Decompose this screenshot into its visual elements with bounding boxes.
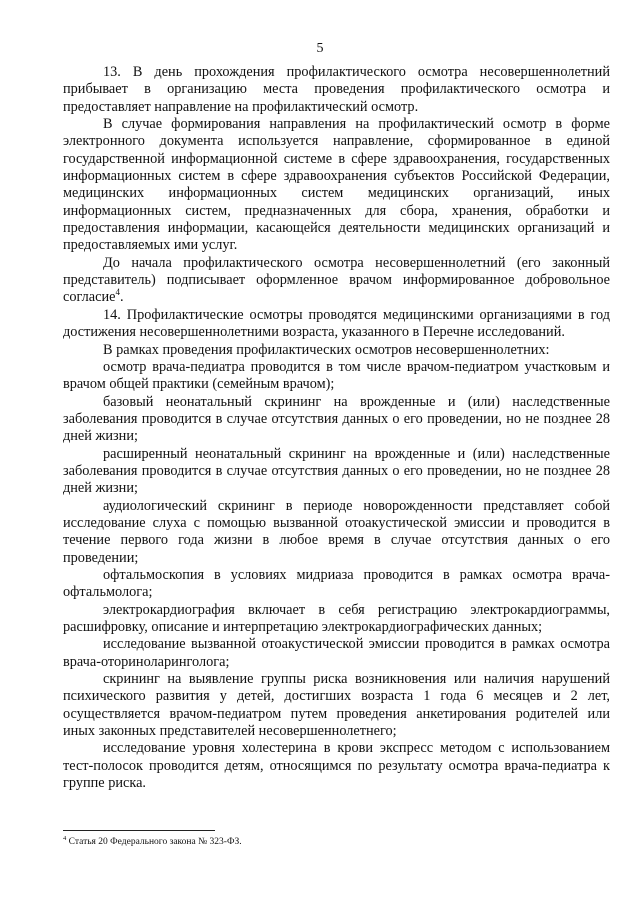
footnote-reference: 4 [115, 287, 120, 298]
document-body [63, 64, 610, 792]
list-item-pediatrician-exam: осмотр врача-педиатра проводится в том числе врачом-педиатром участковым и врачом общей практики (семейным врачом); [63, 358, 610, 393]
footnote-divider [63, 830, 215, 831]
consent-text: До начала профилактического осмотра несовершеннолетний (его законный представитель) подписывает оформленное врачом информированное добровольное согласие [63, 254, 610, 306]
consent-period: . [119, 289, 124, 306]
list-item-audiological-screening: аудиологический скрининг в периоде новорожденности представляет собой исследование слуха с помощью вызванной отоакустической эмиссии и проводится в течение первого года жизни в любое время в случае отсутствия данных о его проведении; [63, 497, 610, 566]
list-item-cholesterol-test: исследование уровня холестерина в крови экспресс методом с использованием тест-полосок проводится детям, относящимся по результату осмотра врача-педиатра к группе риска. [63, 740, 610, 792]
list-item-basic-neonatal-screening: базовый неонатальный скрининг на врожденные и (или) наследственные заболевания проводится в случае отсутствия данных о его проведении, но не позднее 28 дней жизни; [63, 393, 610, 445]
paragraph-13: 13. В день прохождения профилактического осмотра несовершеннолетний прибывает в организацию места проведения профилактического осмотра и предоставляет направление на профилактический осмотр. [63, 64, 610, 115]
list-item-extended-neonatal-screening: расширенный неонатальный скрининг на врожденные и (или) наследственные заболевания проводится в случае отсутствия данных о его проведении, но не позднее 28 дней жизни; [63, 445, 610, 497]
footnote [63, 836, 610, 848]
footnote-marker: 4 [63, 834, 67, 842]
paragraph-list-intro: В рамках проведения профилактических осмотров несовершеннолетних: [103, 341, 550, 358]
paragraph-14: 14. Профилактические осмотры проводятся медицинскими организациями в год достижения несовершеннолетними возраста, указанного в Перечне исследований. [63, 306, 610, 341]
list-item-mental-development-screening: скрининг на выявление группы риска возникновения или наличия нарушений психического развития у детей, достигших возраста 1 года 6 месяцев и 2 лет, осуществляется врачом-педиатром путем проведения анкетирования родителей или иных законных представителей несовершеннолетнего; [63, 671, 610, 740]
list-item-electrocardiography: электрокардиография включает в себя регистрацию электрокардиограммы, расшифровку, описание и интерпретацию электрокардиографических данных; [63, 601, 610, 635]
paragraph-consent [63, 255, 610, 307]
list-item-otoacoustic-emission: исследование вызванной отоакустической эмиссии проводится в рамках осмотра врача-оториноларинголога; [63, 636, 610, 670]
footnote-text: Статья 20 Федерального закона № 323-ФЗ. [66, 837, 242, 847]
list-item-ophthalmoscopy: офтальмоскопия в условиях мидриаза проводится в рамках осмотра врача-офтальмолога; [63, 566, 610, 601]
paragraph-electronic-referral: В случае формирования направления на профилактический осмотр в форме электронного документа используется направление, сформированное в единой государственной информационной системе в сфере здравоохранения, государственных информационных систем в сфере здравоохранения субъектов Российской Федерации, медицинских информационных систем медицинских организаций, иных информационных систем, предназначенных для сбора, хранения, обработки и предоставления информации, касающейся деятельности медицинских организаций и предоставляемых ими услуг. [63, 116, 610, 254]
page-number: 5 [316, 41, 324, 56]
